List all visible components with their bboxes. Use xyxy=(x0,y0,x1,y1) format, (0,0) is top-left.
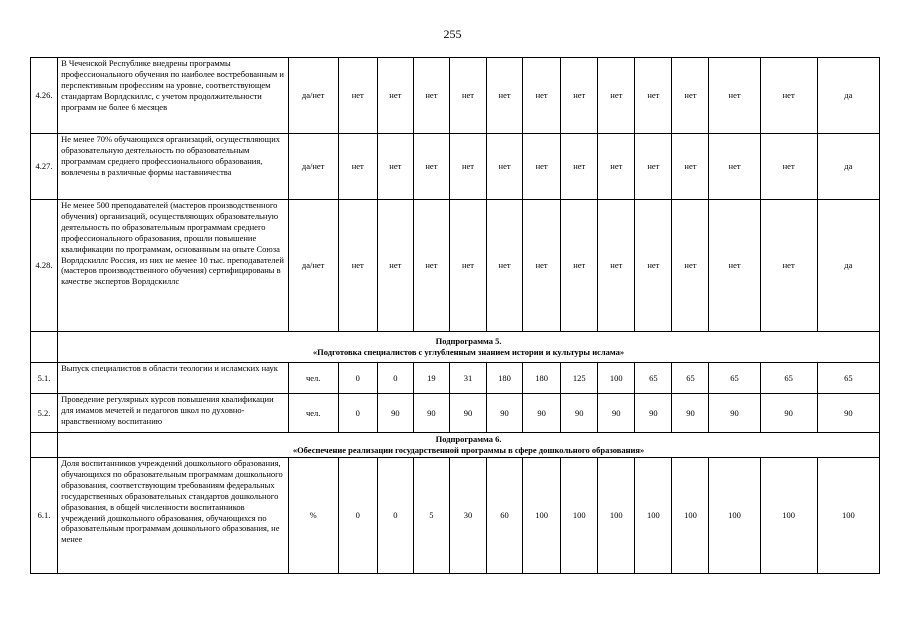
indicator-unit: да/нет xyxy=(288,58,338,134)
indicator-value: нет xyxy=(760,58,817,134)
indicator-value: 31 xyxy=(449,363,486,394)
indicator-value: 100 xyxy=(709,458,760,574)
indicator-value: нет xyxy=(709,134,760,200)
indicator-value: нет xyxy=(487,58,523,134)
indicator-value: 90 xyxy=(377,394,413,433)
indicator-value: 90 xyxy=(449,394,486,433)
indicator-value: 100 xyxy=(672,458,709,574)
indicator-value: нет xyxy=(760,200,817,332)
indicator-value: 90 xyxy=(487,394,523,433)
indicator-value: нет xyxy=(561,200,598,332)
indicator-value: нет xyxy=(561,58,598,134)
indicator-value: нет xyxy=(377,134,413,200)
indicator-value: нет xyxy=(377,58,413,134)
indicator-unit: да/нет xyxy=(288,200,338,332)
indicator-value: 65 xyxy=(635,363,672,394)
subprogram-label: Подпрограмма 6. xyxy=(435,434,502,444)
indicator-number: 5.2. xyxy=(31,394,58,433)
indicator-value: 100 xyxy=(598,458,635,574)
indicator-value: нет xyxy=(598,200,635,332)
indicator-value: 125 xyxy=(561,363,598,394)
indicator-value: 5 xyxy=(413,458,449,574)
indicator-value: 0 xyxy=(377,458,413,574)
indicator-value: нет xyxy=(487,200,523,332)
indicator-value: нет xyxy=(523,58,561,134)
indicator-value: 90 xyxy=(709,394,760,433)
indicator-description: Не менее 70% обучающихся организаций, осуществляющих образовательную деятельность по образовательным программам среднего профессионального образования, вовлечены в различные формы наставничества xyxy=(58,134,289,200)
indicator-value: нет xyxy=(338,58,377,134)
indicator-value: 0 xyxy=(338,458,377,574)
indicator-value: 100 xyxy=(817,458,879,574)
indicator-value: да xyxy=(817,134,879,200)
indicator-value: нет xyxy=(635,58,672,134)
indicator-row xyxy=(31,458,880,574)
indicator-value: да xyxy=(817,58,879,134)
indicator-unit: да/нет xyxy=(288,134,338,200)
indicator-value: нет xyxy=(598,134,635,200)
indicator-value: 0 xyxy=(338,394,377,433)
indicator-row xyxy=(31,58,880,134)
indicator-value: 90 xyxy=(760,394,817,433)
indicator-value: нет xyxy=(635,200,672,332)
indicator-value: 90 xyxy=(817,394,879,433)
indicator-row xyxy=(31,363,880,394)
indicator-value: 60 xyxy=(487,458,523,574)
indicator-value: 100 xyxy=(561,458,598,574)
indicator-value: нет xyxy=(338,134,377,200)
page-number: 255 xyxy=(443,27,462,41)
indicator-number: 6.1. xyxy=(31,458,58,574)
indicator-value: 90 xyxy=(561,394,598,433)
indicator-value: нет xyxy=(449,58,486,134)
indicator-unit: чел. xyxy=(288,363,338,394)
indicator-value: нет xyxy=(338,200,377,332)
indicator-value: нет xyxy=(377,200,413,332)
indicator-value: 0 xyxy=(377,363,413,394)
indicator-number: 4.27. xyxy=(31,134,58,200)
indicators-table xyxy=(30,57,880,574)
indicator-value: 100 xyxy=(523,458,561,574)
indicator-number: 4.28. xyxy=(31,200,58,332)
indicator-value: нет xyxy=(449,134,486,200)
indicator-number: 5.1. xyxy=(31,363,58,394)
indicator-value: нет xyxy=(523,200,561,332)
indicator-unit: % xyxy=(288,458,338,574)
indicator-value: 100 xyxy=(760,458,817,574)
indicator-unit: чел. xyxy=(288,394,338,433)
indicator-value: 0 xyxy=(338,363,377,394)
indicator-value: 65 xyxy=(672,363,709,394)
indicator-description: Не менее 500 преподавателей (мастеров производственного обучения) организаций, осуществляющих образовательную деятельность по образовательным программам среднего профессионального образования, прошли повышение квалификации по программам, основанным на опыте Союза Ворлдскиллс Россия, из них не менее 10 тыс. преподавателей (мастеров производственного обучения) сертифицированы в качестве экспертов Ворлдскиллс xyxy=(58,200,289,332)
indicator-value: 90 xyxy=(413,394,449,433)
indicator-value: нет xyxy=(760,134,817,200)
indicator-value: 65 xyxy=(760,363,817,394)
indicator-value: нет xyxy=(487,134,523,200)
indicator-value: 30 xyxy=(449,458,486,574)
indicator-value: 180 xyxy=(487,363,523,394)
indicator-value: нет xyxy=(672,58,709,134)
indicator-value: нет xyxy=(523,134,561,200)
indicator-description: Выпуск специалистов в области теологии и исламских наук xyxy=(58,363,289,394)
indicator-number: 4.26. xyxy=(31,58,58,134)
indicator-value: нет xyxy=(413,134,449,200)
indicator-row xyxy=(31,134,880,200)
indicator-value: да xyxy=(817,200,879,332)
subprogram-name: «Обеспечение реализации государственной программы в сфере дошкольного образования» xyxy=(292,445,645,455)
indicator-description: Проведение регулярных курсов повышения квалификации для имамов мечетей и педагогов школ по духовно-нравственному воспитанию xyxy=(58,394,289,433)
subprogram-name: «Подготовка специалистов с углубленным знанием истории и культуры ислама» xyxy=(312,347,625,357)
indicator-value: нет xyxy=(635,134,672,200)
indicator-value: 65 xyxy=(709,363,760,394)
indicator-value: нет xyxy=(709,58,760,134)
indicator-value: нет xyxy=(672,200,709,332)
indicator-value: 90 xyxy=(672,394,709,433)
subprogram-title-cell xyxy=(58,332,880,363)
indicator-value: 90 xyxy=(598,394,635,433)
subprogram-title-cell xyxy=(58,433,880,458)
indicator-description: В Чеченской Республике внедрены программы профессионального обучения по наиболее востребованным и перспективным профессиям на уровне, соответствующем стандартам Ворлдскиллс, с учетом продолжительности программ не более 6 месяцев xyxy=(58,58,289,134)
indicator-value: 90 xyxy=(635,394,672,433)
section-blank-cell xyxy=(31,332,58,363)
indicator-description: Доля воспитанников учреждений дошкольного образования, обучающихся по образовательным программам дошкольного образования, соответствующим требованиям федеральных государственных образовательных стандартов дошкольного образования, в общей численности воспитанников учреждений дошкольного образования, обучающихся по образовательным программам дошкольного образования, не менее xyxy=(58,458,289,574)
indicator-value: 100 xyxy=(635,458,672,574)
indicator-value: нет xyxy=(413,58,449,134)
section-blank-cell xyxy=(31,433,58,458)
indicator-value: 19 xyxy=(413,363,449,394)
indicator-value: нет xyxy=(672,134,709,200)
indicator-value: нет xyxy=(709,200,760,332)
indicator-value: 90 xyxy=(523,394,561,433)
indicator-row xyxy=(31,200,880,332)
indicator-value: нет xyxy=(598,58,635,134)
subprogram-label: Подпрограмма 5. xyxy=(435,336,502,346)
indicator-row xyxy=(31,394,880,433)
subprogram-header-row xyxy=(31,332,880,363)
indicator-value: нет xyxy=(449,200,486,332)
subprogram-header-row xyxy=(31,433,880,458)
indicator-value: нет xyxy=(561,134,598,200)
indicator-value: 100 xyxy=(598,363,635,394)
indicator-value: 180 xyxy=(523,363,561,394)
indicator-value: 65 xyxy=(817,363,879,394)
indicator-value: нет xyxy=(413,200,449,332)
